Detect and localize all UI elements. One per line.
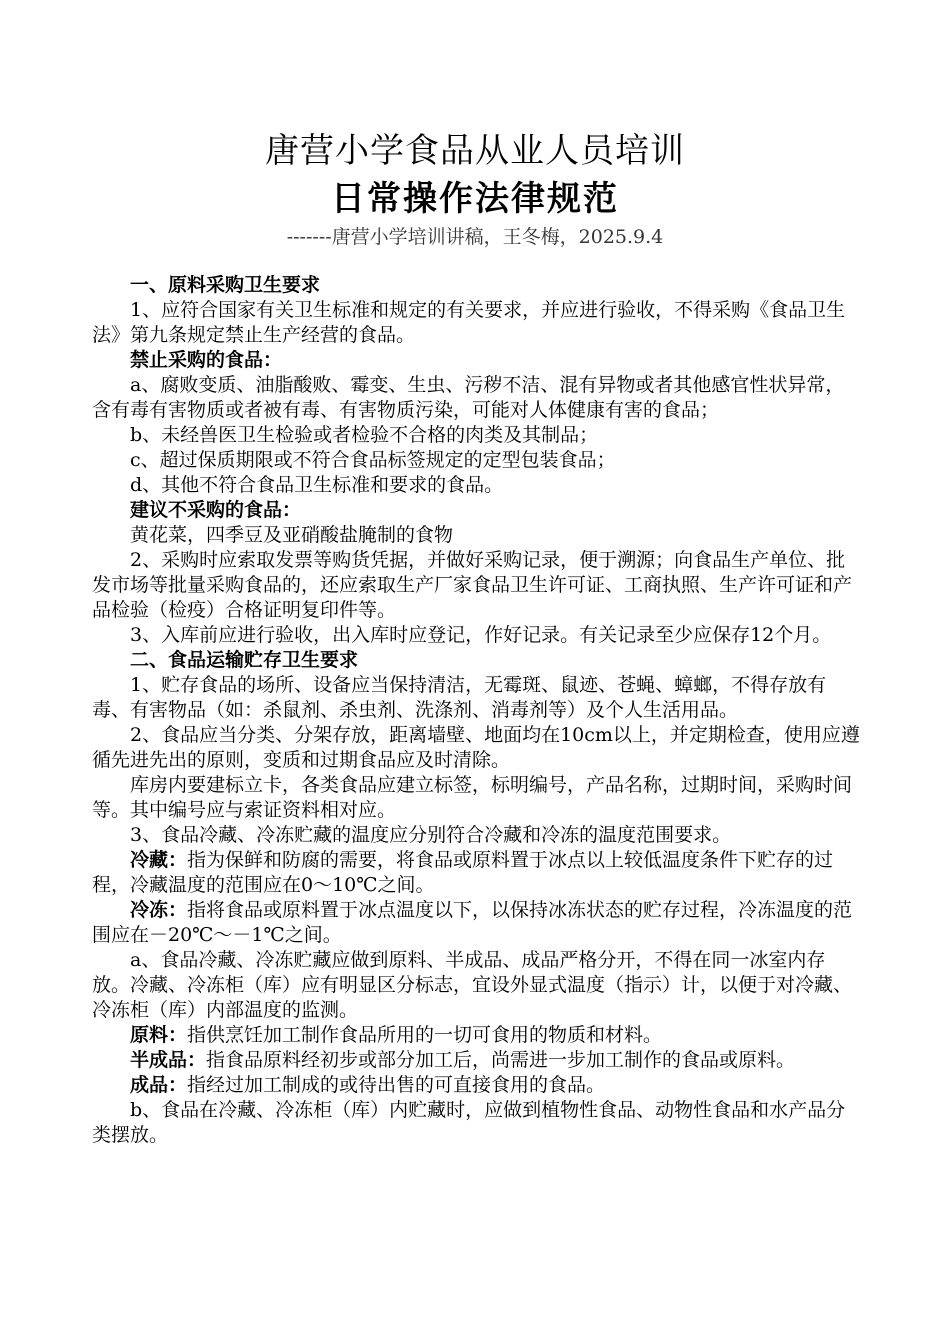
term-label: 原料： <box>130 1024 188 1046</box>
paragraph: 3、入库前应进行验收，出入库时应登记，作好记录。有关记录至少应保存12个月。 <box>130 624 832 646</box>
byline: -------唐营小学培训讲稿，王冬梅，2025.9.4 <box>286 226 664 248</box>
subheading: 禁止采购的食品： <box>130 349 283 371</box>
term-text: 指将食品或原料置于冰点温度以下，以保持冰冻状态的贮存过程，冷冻温度的范围应在－20℃～－1℃之间。 <box>92 899 853 946</box>
term-text: 指食品原料经初步或部分加工后，尚需进一步加工制作的食品或原料。 <box>206 1049 796 1071</box>
paragraph: 1、贮存食品的场所、设备应当保持清洁，无霉斑、鼠迹、苍蝇、蟑螂，不得存放有毒、有害物品（如：杀鼠剂、杀虫剂、洗涤剂、消毒剂等）及个人生活用品。 <box>92 674 827 721</box>
paragraph: 1、应符合国家有关卫生标准和规定的有关要求，并应进行验收，不得采购《食品卫生法》第九条规定禁止生产经营的食品。 <box>92 299 846 346</box>
definition <box>92 848 860 898</box>
term-label: 冷藏： <box>130 849 188 871</box>
list-item: c、超过保质期限或不符合食品标签规定的定型包装食品； <box>130 449 616 471</box>
paragraph: 黄花菜，四季豆及亚硝酸盐腌制的食物 <box>130 524 454 546</box>
term-label: 半成品： <box>130 1049 207 1071</box>
paragraph: 库房内要建标立卡，各类食品应建立标签，标明编号，产品名称，过期时间，采购时间等。其中编号应与索证资料相对应。 <box>92 774 853 821</box>
subheading: 建议不采购的食品： <box>130 499 302 521</box>
document-body <box>92 273 860 1148</box>
list-item: b、未经兽医卫生检验或者检验不合格的肉类及其制品； <box>130 424 599 446</box>
paragraph: 2、采购时应索取发票等购货凭据，并做好采购记录，便于溯源；向食品生产单位、批发市场等批量采购食品的，还应索取生产厂家食品卫生许可证、工商执照、生产许可证和产品检验（检疫）合格证明复印件等。 <box>92 549 853 621</box>
term-text: 指经过加工制成的或待出售的可直接食用的食品。 <box>187 1074 606 1096</box>
page-title: 唐营小学食品从业人员培训 <box>265 131 685 171</box>
definition <box>92 1023 860 1048</box>
list-item: a、食品冷藏、冷冻贮藏应做到原料、半成品、成品严格分开，不得在同一冰室内存放。冷藏、冷冻柜（库）应有明显区分标志，宜设外显式温度（指示）计，以便于对冷藏、冷冻柜（库）内部温度的监测。 <box>92 949 853 1021</box>
list-item: a、腐败变质、油脂酸败、霉变、生虫、污秽不洁、混有异物或者其他感官性状异常，含有毒有害物质或者被有毒、有害物质污染，可能对人体健康有害的食品； <box>92 374 845 421</box>
paragraph: 2、食品应当分类、分架存放，距离墙壁、地面均在10cm以上，并定期检查，使用应遵循先进先出的原则，变质和过期食品应及时清除。 <box>92 724 860 771</box>
definition <box>92 1048 860 1073</box>
list-item: b、食品在冷藏、冷冻柜（库）内贮藏时，应做到植物性食品、动物性食品和水产品分类摆放。 <box>92 1099 846 1146</box>
term-label: 冷冻： <box>130 899 188 921</box>
term-label: 成品： <box>130 1074 188 1096</box>
term-text: 指供烹饪加工制作食品所用的一切可食用的物质和材料。 <box>187 1024 663 1046</box>
list-item: d、其他不符合食品卫生标准和要求的食品。 <box>130 474 504 496</box>
paragraph: 3、食品冷藏、冷冻贮藏的温度应分别符合冷藏和冷冻的温度范围要求。 <box>130 824 732 846</box>
definition <box>92 898 860 948</box>
term-text: 指为保鲜和防腐的需要，将食品或原料置于冰点以上较低温度条件下贮存的过程，冷藏温度的范围应在0～10℃之间。 <box>92 849 834 896</box>
page-subtitle: 日常操作法律规范 <box>331 179 619 219</box>
section-heading: 二、食品运输贮存卫生要求 <box>130 649 359 671</box>
section-heading: 一、原料采购卫生要求 <box>130 274 321 296</box>
definition <box>92 1073 860 1098</box>
